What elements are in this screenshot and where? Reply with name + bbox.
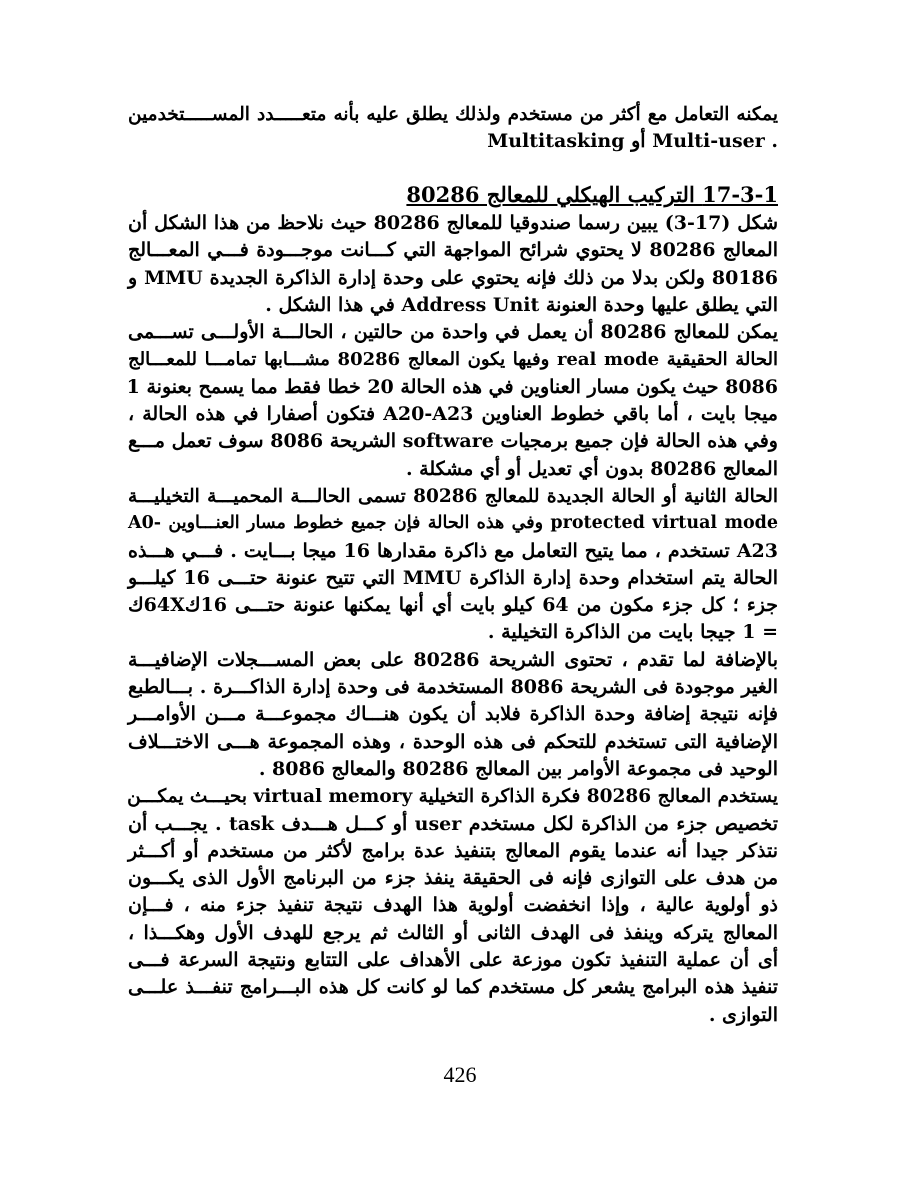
text-line: التي يطلق عليها وحدة العنونة Address Unit في هذا الشكل . — [265, 293, 778, 316]
text-line: A23 تستخدم ، مما يتيح التعامل مع ذاكرة مقدارها 16 ميجا بـــايت . فـــي هـــذه — [128, 539, 778, 562]
text-line: تنفيذ هذه البرامج يشعر كل مستخدم كما لو كانت كل هذه البـــرامج تنفـــذ علـــى — [128, 976, 778, 999]
text-line: الإضافية التى تستخدم للتحكم فى هذه الوحدة ، وهذه المجموعة هـــى الاختـــلاف — [128, 730, 778, 753]
paragraph-2 — [128, 319, 778, 483]
text-line: الحالة الثانية أو الحالة الجديدة للمعالج 80286 تسمى الحالـــة المحميـــة التخيليـــة — [128, 485, 779, 507]
text-line: 8086 حيث يكون مسار العناوين في هذه الحالة 20 خطا فقط مما يسمح بعنونة 1 — [126, 375, 778, 398]
text-line: جزء ؛ كل جزء مكون من 64 كيلو بايت أي أنها يمكنها عنونة حتـــى 16ك64Xك — [128, 594, 778, 617]
text-line: ذو أولوية عالية ، وإذا انخفضت أولوية هذا الهدف نتيجة تنفيذ جزء منه ، فـــإن — [128, 894, 778, 917]
text-line: من هدف على التوازى فإنه فى الحقيقة ينفذ جزء من البرنامج الأول الذى يكـــون — [128, 867, 778, 890]
intro-line: يمكنه التعامل مع أكثر من مستخدم ولذلك يطلق عليه بأنه متعـــــدد المســـــتخدمين — [128, 104, 778, 125]
text-line: المعالج 80286 بدون أي تعديل أو أي مشكلة . — [405, 457, 778, 480]
text-line: نتذكر جيدا أنه عندما يقوم المعالج بتنفيذ عدة برامج لأكثر من مستخدم أو أكـــثر — [128, 839, 778, 862]
paragraph-1 — [128, 210, 778, 319]
intro-line: . Multi-user أو Multitasking — [487, 130, 778, 153]
text-line: = 1 جيجا بايت من الذاكرة التخيلية . — [487, 621, 778, 644]
text-line: تخصيص جزء من الذاكرة لكل مستخدم user أو كـــل هـــدف task . يجـــب أن — [128, 812, 778, 835]
text-line: الغير موجودة فى الشريحة 8086 المستخدمة فى وحدة إدارة الذاكـــرة . بـــالطبع — [128, 676, 778, 699]
text-line: بالإضافة لما تقدم ، تحتوى الشريحة 80286 على بعض المســـجلات الإضافيـــة — [128, 648, 778, 671]
page-number: 426 — [443, 1062, 477, 1087]
text-line: شكل (17-3) يبين رسما صندوقيا للمعالج 80286 حيث نلاحظ من هذا الشكل أن — [128, 212, 779, 234]
text-line: protected virtual mode وفي هذه الحالة فإن جميع خطوط مسار العنـــاوين -A0 — [128, 513, 779, 534]
text-line: 80186 ولكن بدلا من ذلك فإنه يحتوي على وحدة إدارة الذاكرة الجديدة MMU و — [128, 266, 778, 289]
paragraph-3 — [128, 483, 778, 647]
text-line: أى أن عملية التنفيذ تكون موزعة على الأهداف على التتابع ونتيجة السرعة فـــى — [128, 949, 778, 972]
paragraph-4 — [128, 647, 778, 783]
text-line: فإنه نتيجة إضافة وحدة الذاكرة فلابد أن يكون هنـــاك مجموعـــة مـــن الأوامـــر — [128, 703, 778, 726]
section-body — [128, 210, 778, 1029]
text-line: الحالة الحقيقية real mode وفيها يكون المعالج 80286 مشـــابها تمامـــا للمعـــالج — [128, 349, 778, 371]
text-line: وفي هذه الحالة فإن جميع برمجيات software الشريحة 8086 سوف تعمل مـــع — [128, 430, 778, 453]
section-heading: 17-3-1 التركيب الهيكلي للمعالج 80286 — [406, 182, 778, 207]
text-line: المعالج يتركه وينفذ فى الهدف الثانى أو الثالث ثم يرجع للهدف الأول وهكـــذا ، — [128, 921, 778, 944]
paragraph-5 — [128, 783, 778, 1029]
text-line: يمكن للمعالج 80286 أن يعمل في واحدة من حالتين ، الحالـــة الأولـــى تســـمى — [128, 321, 778, 344]
text-line: ميجا بايت ، أما باقي خطوط العناوين A20-A23 فتكون أصفارا في هذه الحالة ، — [128, 403, 778, 426]
text-line: المعالج 80286 لا يحتوي شرائح المواجهة التي كـــانت موجـــودة فـــي المعـــالج — [128, 239, 778, 262]
text-line: التوازى . — [708, 1003, 778, 1026]
text-line: الوحيد فى مجموعة الأوامر بين المعالج 80286 والمعالج 8086 . — [258, 757, 778, 780]
text-line: الحالة يتم استخدام وحدة إدارة الذاكرة MMU التي تتيح عنونة حتـــى 16 كيلـــو — [128, 566, 779, 589]
text-line: يستخدم المعالج 80286 فكرة الذاكرة التخيلية virtual memory بحيـــث يمكـــن — [127, 786, 778, 808]
intro-paragraph — [128, 101, 778, 156]
